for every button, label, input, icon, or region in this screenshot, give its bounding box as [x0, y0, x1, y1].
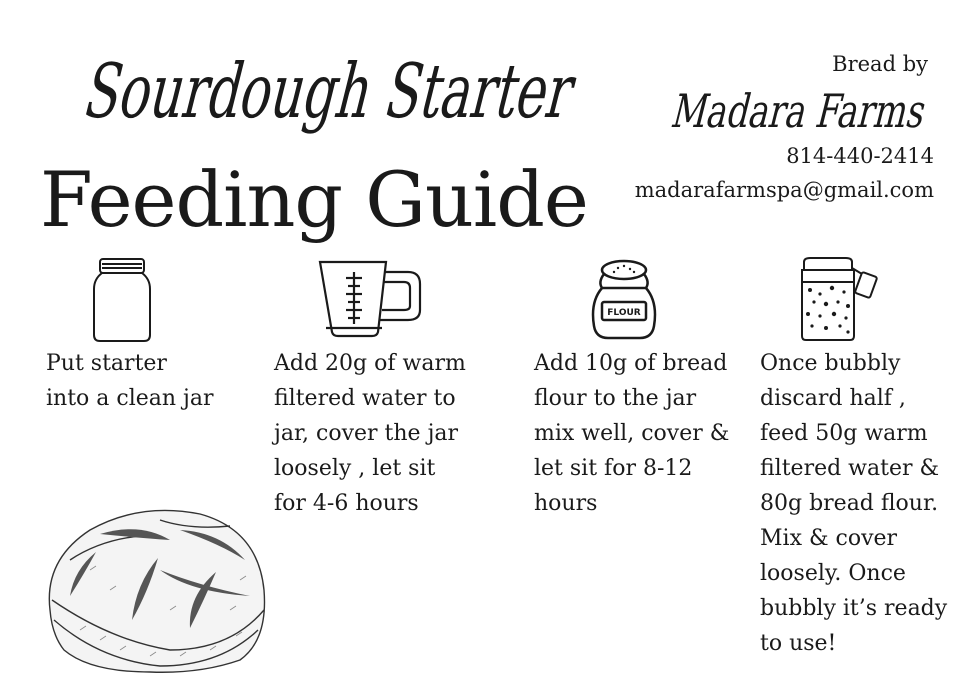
step-4-line: filtered water & — [760, 456, 940, 481]
bread-loaf-illustration — [40, 500, 270, 675]
step-1-text — [46, 346, 214, 416]
step-2-line: jar, cover the jar — [274, 421, 459, 446]
step-2-line: filtered water to — [274, 386, 456, 411]
step-4-line: feed 50g warm — [760, 421, 928, 446]
step-4-line: bubbly it’s ready — [760, 596, 948, 621]
phone-number: 814-440-2414 — [786, 144, 934, 168]
step-4-text — [760, 346, 947, 661]
jar-icon — [90, 255, 154, 345]
step-3-text — [534, 346, 729, 521]
farm-name: Madara Farms — [666, 85, 932, 139]
measuring-cup-icon — [316, 258, 428, 338]
step-4-line: discard half , — [760, 386, 906, 411]
page-title: Feeding Guide — [40, 155, 588, 244]
step-3-line: Add 10g of bread — [534, 351, 728, 376]
step-4-line: to use! — [760, 631, 837, 656]
step-4-line: loosely. Once — [760, 561, 906, 586]
flour-label: FLOUR — [607, 308, 641, 318]
title-script: Sourdough Starter — [75, 48, 584, 136]
step-3-line: mix well, cover & — [534, 421, 730, 446]
step-4-line: Once bubbly — [760, 351, 901, 376]
step-2-line: loosely , let sit — [274, 456, 436, 481]
step-1-line: Put starter — [46, 351, 167, 376]
step-3-line: flour to the jar — [534, 386, 697, 411]
step-4-line: Mix & cover — [760, 526, 898, 551]
step-4-line: 80g bread flour. — [760, 491, 939, 516]
step-2-text — [274, 346, 466, 521]
step-3-line: let sit for 8-12 — [534, 456, 693, 481]
bread-by-label: Bread by — [832, 52, 928, 76]
step-1-line: into a clean jar — [46, 386, 214, 411]
email-address: madarafarmspa@gmail.com — [634, 178, 934, 202]
step-2-line: for 4-6 hours — [274, 491, 419, 516]
bubbly-jar-icon — [796, 256, 878, 342]
step-2-line: Add 20g of warm — [274, 351, 466, 376]
flour-sack-icon — [588, 256, 660, 342]
step-3-line: hours — [534, 491, 598, 516]
